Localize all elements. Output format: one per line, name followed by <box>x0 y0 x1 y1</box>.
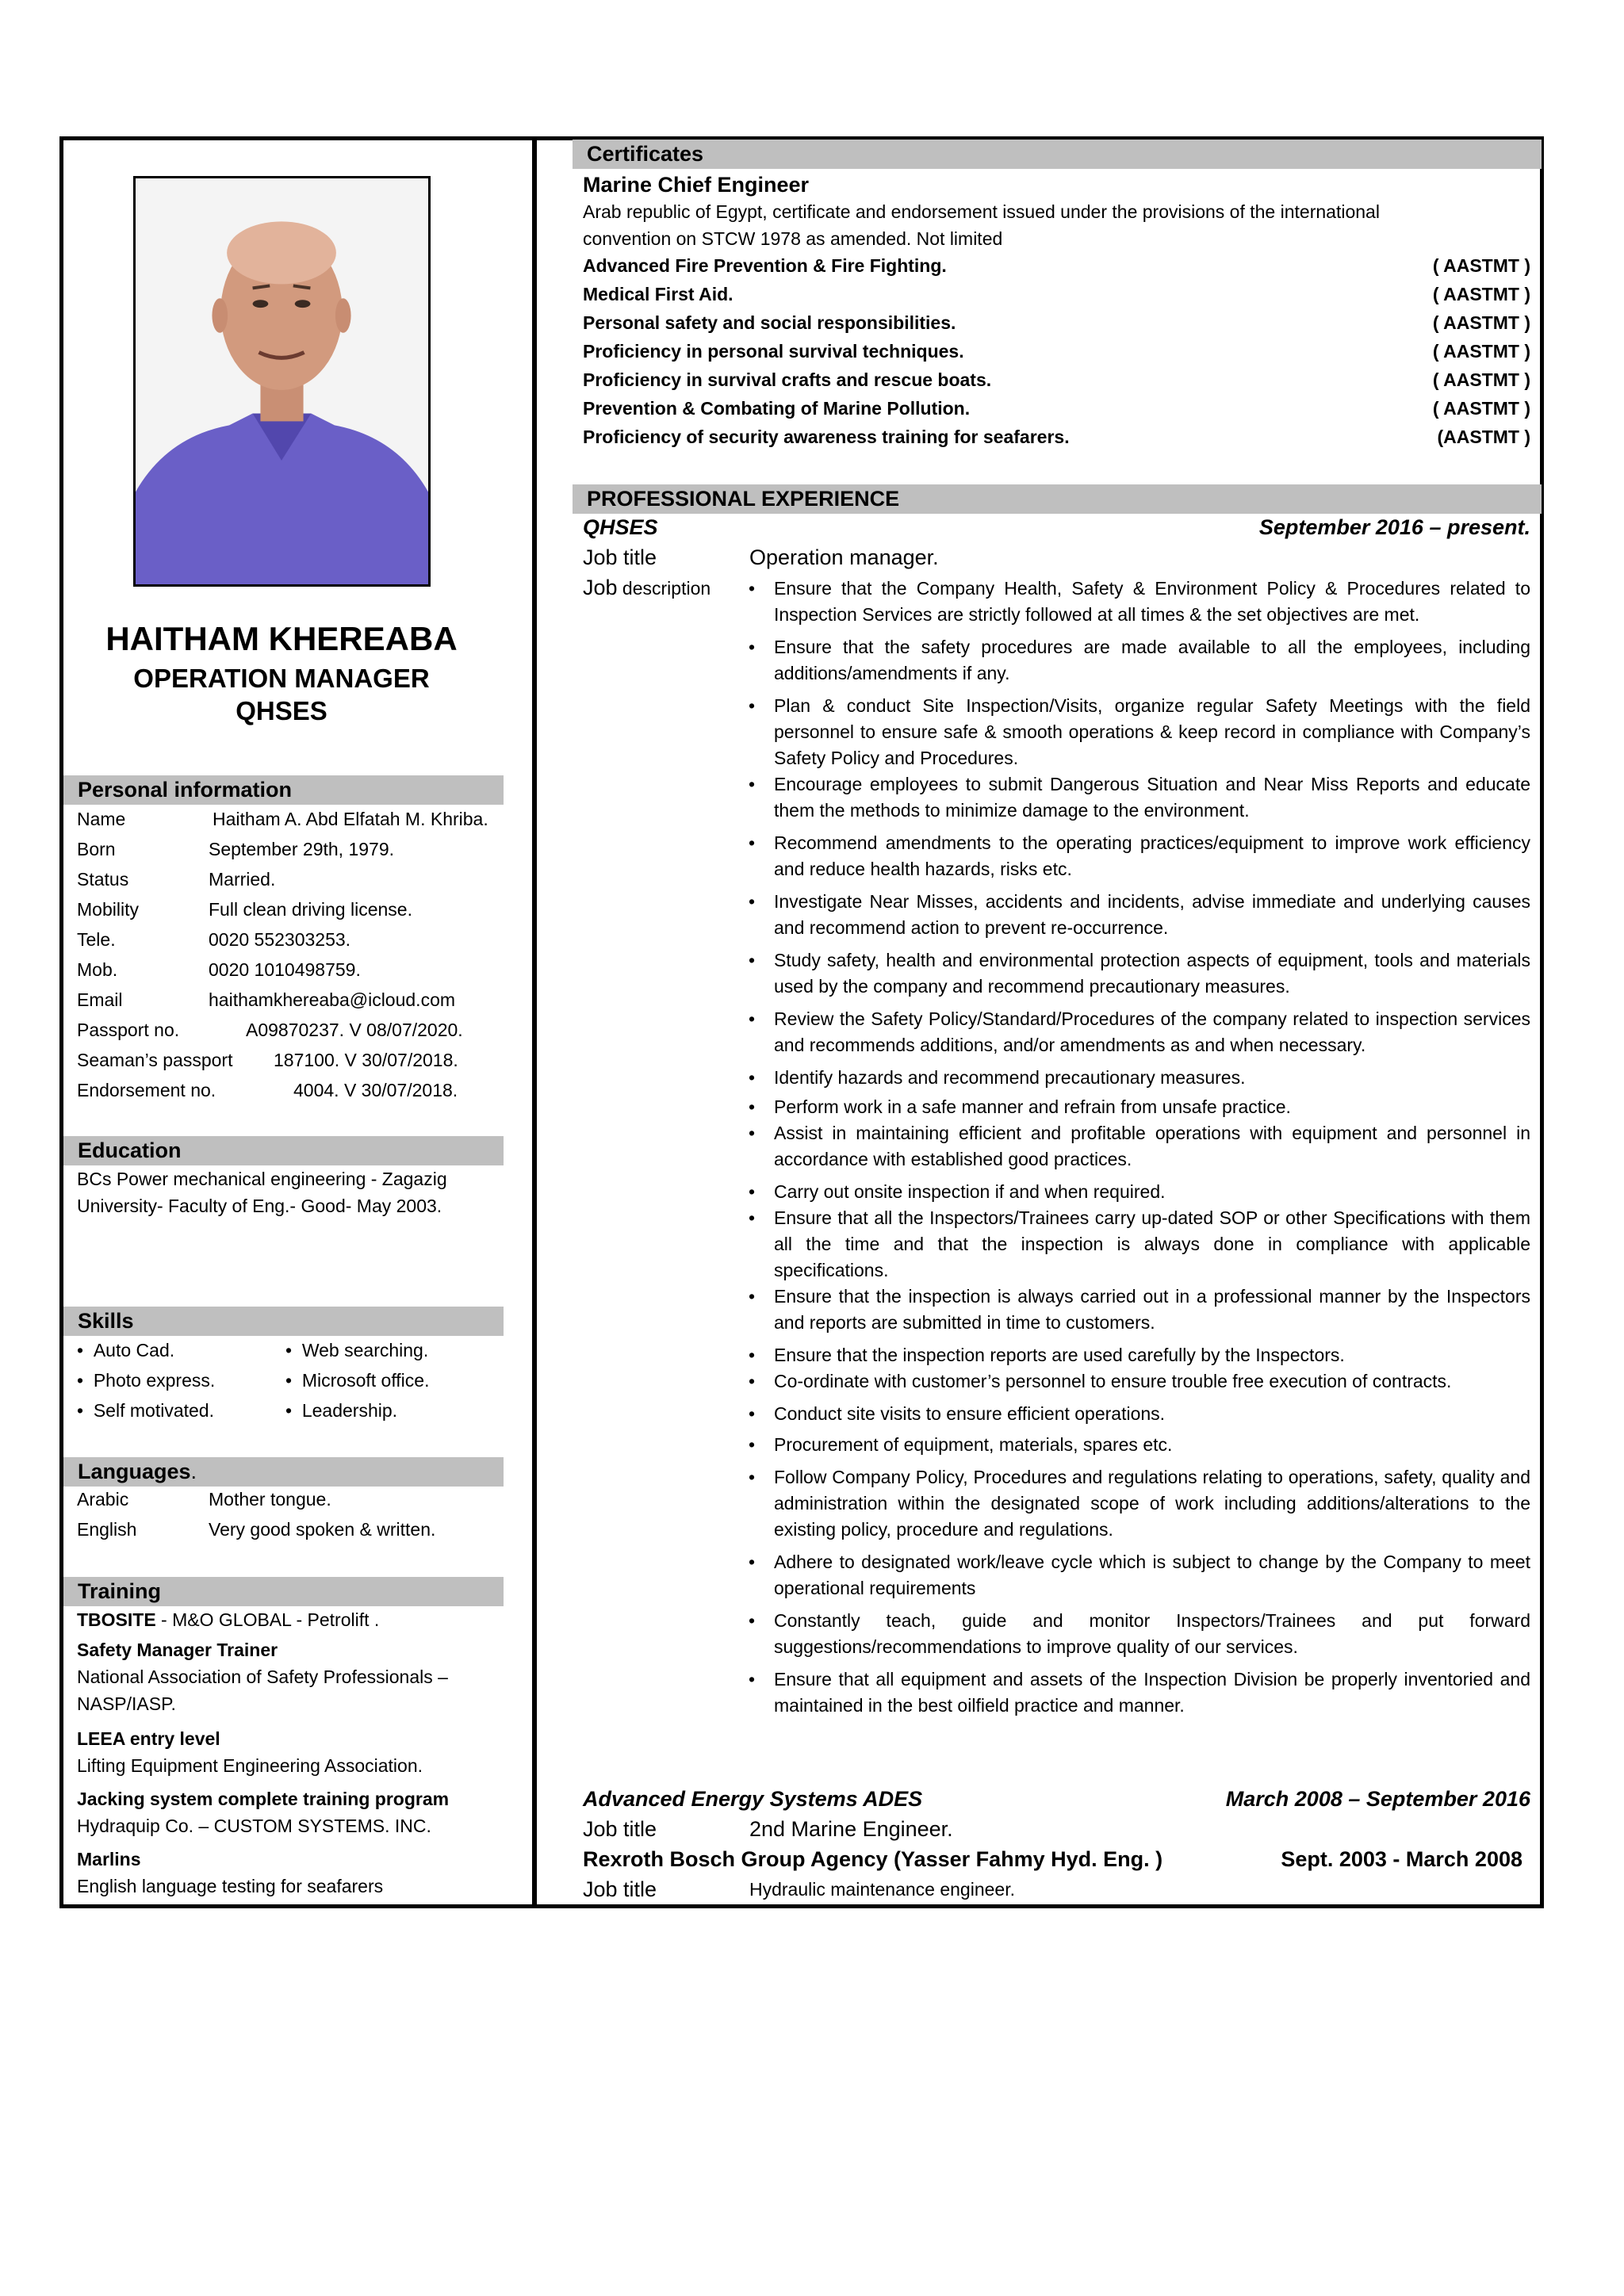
duty-item: • Ensure that the inspection is always carried out in a professional manner by the Inspectors and reports are submitted in time to customers. <box>745 1284 1530 1336</box>
certificate-main-desc-1: Arab republic of Egypt, certificate and endorsement issued under the provisions of the international <box>583 201 1380 222</box>
duty-item: • Adhere to designated work/leave cycle which is subject to change by the Company to meet operational requirements <box>745 1549 1530 1601</box>
job-1-period: September 2016 – present. <box>1258 515 1530 539</box>
language-label-arabic: Arabic <box>77 1489 129 1510</box>
duty-item: • Follow Company Policy, Procedures and regulations relating to operations, safety, quality and administration within the designated scope of work including additions/alterations to the existing policy, procedure and regulations. <box>745 1464 1530 1543</box>
skills-heading: Skills <box>63 1307 504 1336</box>
duty-item: • Ensure that the safety procedures are made available to all the employees, including additions/amendments if any. <box>745 634 1530 687</box>
personal-label-status: Status <box>77 869 129 890</box>
duty-item: • Co-ordinate with customer’s personnel to ensure trouble free execution of contracts. <box>745 1368 1530 1395</box>
job-2-period: March 2008 – September 2016 <box>1225 1787 1530 1811</box>
training-safety-manager-title: Safety Manager Trainer <box>77 1640 278 1660</box>
personal-value-email[interactable]: haithamkhereaba@icloud.com <box>209 989 456 1010</box>
job-3-period: Sept. 2003 - March 2008 <box>1281 1847 1522 1871</box>
training-leea-desc: Lifting Equipment Engineering Association. <box>77 1755 423 1776</box>
job-1-header <box>583 515 1530 544</box>
duty-item: • Ensure that the inspection reports are used carefully by the Inspectors. <box>745 1342 1530 1368</box>
profile-photo <box>133 176 431 587</box>
duty-item: • Conduct site visits to ensure efficient operations. <box>745 1401 1530 1427</box>
candidate-name: HAITHAM KHEREABA <box>105 620 458 657</box>
language-value-arabic: Mother tongue. <box>209 1489 331 1510</box>
job-1-company: QHSES <box>583 515 658 539</box>
skill-item: • Self motivated. <box>77 1400 214 1421</box>
personal-label-born: Born <box>77 839 116 859</box>
certificate-main-title: Marine Chief Engineer <box>583 173 810 197</box>
duty-item: • Investigate Near Misses, accidents and incidents, advise immediate and underlying causes and recommend action to prevent re-occurrence. <box>745 889 1530 941</box>
candidate-subtitle: QHSES <box>236 696 327 725</box>
job-3-header <box>583 1847 1530 1876</box>
job-1-title-value: Operation manager. <box>749 545 939 569</box>
job-3-company: Rexroth Bosch Group Agency (Yasser Fahmy Hyd. Eng. ) <box>583 1847 1163 1871</box>
duty-item: • Constantly teach, guide and monitor Inspectors/Trainees and put forward suggestions/recommendations to improve quality of our services. <box>745 1608 1530 1660</box>
training-heading: Training <box>63 1577 504 1606</box>
duty-item: • Review the Safety Policy/Standard/Procedures of the company related to inspection services and recommends additions, and/or amendments as and when necessary. <box>745 1006 1530 1058</box>
training-jacking-title: Jacking system complete training program <box>77 1789 450 1809</box>
duty-item: • Perform work in a safe manner and refrain from unsafe practice. <box>745 1094 1530 1120</box>
skill-item: • Web searching. <box>285 1340 429 1360</box>
personal-value-status: Married. <box>209 869 276 890</box>
training-leea-title: LEEA entry level <box>77 1728 220 1749</box>
duty-item: • Encourage employees to submit Dangerous Situation and Near Miss Reports and educate them the methods to minimize damage to the environment. <box>745 771 1530 824</box>
language-label-english: English <box>77 1519 137 1540</box>
duty-item: • Recommend amendments to the operating practices/equipment to improve work efficiency and reduce health hazards, risks etc. <box>745 830 1530 882</box>
job-3-title-label: Job title <box>583 1877 657 1901</box>
skill-item: • Leadership. <box>285 1400 398 1421</box>
training-jacking-desc: Hydraquip Co. – CUSTOM SYSTEMS. INC. <box>77 1816 431 1836</box>
duty-item: • Ensure that all equipment and assets of the Inspection Division be properly inventoried and maintained in the best oilfield practice and manner. <box>745 1667 1530 1719</box>
personal-value-endorsement: 4004. V 30/07/2018. <box>293 1080 458 1100</box>
duty-item: • Ensure that the Company Health, Safety & Environment Policy & Procedures related to Inspection Services are strictly followed at all times & the set objectives are met. <box>745 576 1530 628</box>
personal-value-born: September 29th, 1979. <box>209 839 394 859</box>
personal-label-passport: Passport no. <box>77 1020 180 1040</box>
training-safety-manager-desc-2: NASP/IASP. <box>77 1693 176 1714</box>
training-marlins-desc: English language testing for seafarers <box>77 1876 384 1896</box>
certificate-item: Prevention & Combating of Marine Pollution. ( AASTMT ) <box>583 398 1530 419</box>
candidate-title: OPERATION MANAGER <box>133 664 430 693</box>
personal-value-seaman-passport: 187100. V 30/07/2018. <box>274 1050 458 1070</box>
languages-heading: Languages. <box>63 1457 504 1487</box>
duty-item: • Identify hazards and recommend precautionary measures. <box>745 1065 1530 1091</box>
language-value-english: Very good spoken & written. <box>209 1519 436 1540</box>
personal-label-tele: Tele. <box>77 929 116 950</box>
education-line-1: BCs Power mechanical engineering - Zagazig <box>77 1169 447 1189</box>
personal-label-mobility: Mobility <box>77 899 139 920</box>
certificates-heading: Certificates <box>573 140 1542 169</box>
certificate-main-desc-2: convention on STCW 1978 as amended. Not limited <box>583 228 1003 249</box>
personal-label-seaman-passport: Seaman’s passport <box>77 1050 233 1070</box>
duty-item: • Assist in maintaining efficient and profitable operations with equipment and personnel in accordance with established good practices. <box>745 1120 1530 1173</box>
skill-item: • Photo express. <box>77 1370 216 1391</box>
personal-info-heading: Personal information <box>63 775 504 805</box>
certificate-item: Personal safety and social responsibilities. ( AASTMT ) <box>583 312 1530 333</box>
personal-value-mob: 0020 1010498759. <box>209 959 361 980</box>
personal-value-name: Haitham A. Abd Elfatah M. Khriba. <box>213 809 488 829</box>
certificate-item: Proficiency of security awareness training for seafarers. (AASTMT ) <box>583 427 1530 447</box>
duty-item: • Procurement of equipment, materials, spares etc. <box>745 1432 1530 1458</box>
training-safety-manager-desc-1: National Association of Safety Professionals – <box>77 1667 448 1687</box>
duty-item: • Plan & conduct Site Inspection/Visits, organize regular Safety Meetings with the field personnel to ensure safe & smooth operations & keep record in compliance with Company’s Safety Policy and Procedures. <box>745 693 1530 771</box>
education-heading: Education <box>63 1136 504 1165</box>
personal-label-mob: Mob. <box>77 959 118 980</box>
personal-value-tele: 0020 552303253. <box>209 929 351 950</box>
training-tbosite: TBOSITE - M&O GLOBAL - Petrolift . <box>77 1609 380 1630</box>
personal-label-name: Name <box>77 809 126 829</box>
education-line-2: University- Faculty of Eng.- Good- May 2003. <box>77 1196 442 1216</box>
job-2-company: Advanced Energy Systems ADES <box>583 1787 923 1811</box>
skill-item: • Microsoft office. <box>285 1370 430 1391</box>
certificate-item: Proficiency in survival crafts and rescue boats. ( AASTMT ) <box>583 369 1530 390</box>
job-2-title-value: 2nd Marine Engineer. <box>749 1817 953 1841</box>
personal-label-email: Email <box>77 989 123 1010</box>
personal-label-endorsement: Endorsement no. <box>77 1080 216 1100</box>
job-3-title-value: Hydraulic maintenance engineer. <box>749 1879 1015 1900</box>
job-1-duties <box>745 576 1530 1719</box>
duty-item: • Study safety, health and environmental protection aspects of equipment, tools and materials used by the company and recommend precautionary measures. <box>745 947 1530 1000</box>
duty-item: • Carry out onsite inspection if and when required. <box>745 1179 1530 1205</box>
skill-item: • Auto Cad. <box>77 1340 175 1360</box>
personal-value-mobility: Full clean driving license. <box>209 899 412 920</box>
experience-heading: PROFESSIONAL EXPERIENCE <box>573 484 1542 514</box>
duty-item: • Ensure that all the Inspectors/Trainees carry up-dated SOP or other Specifications with them all the time and that the inspection is always done in compliance with applicable specifications. <box>745 1205 1530 1284</box>
certificate-item: Medical First Aid. ( AASTMT ) <box>583 284 1530 304</box>
training-marlins-title: Marlins <box>77 1849 141 1869</box>
job-1-desc-label: Job description <box>583 576 711 599</box>
certificate-item: Proficiency in personal survival techniques. ( AASTMT ) <box>583 341 1530 362</box>
personal-value-passport: A09870237. V 08/07/2020. <box>246 1020 463 1040</box>
certificate-item: Advanced Fire Prevention & Fire Fighting. ( AASTMT ) <box>583 255 1530 276</box>
job-1-title-label: Job title <box>583 545 657 569</box>
job-2-title-label: Job title <box>583 1817 657 1841</box>
column-divider <box>532 136 537 1908</box>
job-2-header <box>583 1787 1530 1816</box>
